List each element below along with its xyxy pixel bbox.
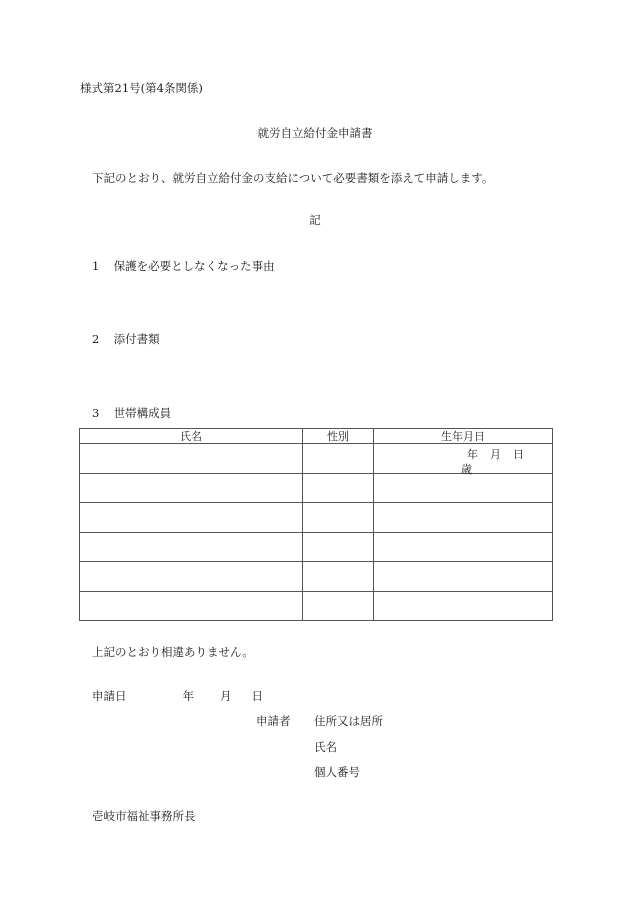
table-header-row — [80, 429, 553, 444]
dob-date-labels — [455, 446, 524, 462]
name-cell[interactable] — [80, 444, 303, 474]
page-title: 就労自立給付金申請書 — [257, 126, 373, 140]
sex-cell[interactable] — [303, 591, 374, 621]
name-label: 氏名 — [314, 740, 337, 754]
dob-cell[interactable] — [374, 473, 553, 503]
sex-cell[interactable] — [303, 503, 374, 533]
application-date-day: 日 — [251, 689, 263, 703]
name-cell[interactable] — [80, 562, 303, 592]
application-date — [92, 688, 263, 704]
sex-cell[interactable] — [303, 473, 374, 503]
dob-month-label: 月 — [490, 448, 501, 461]
header-name: 氏名 — [80, 429, 303, 444]
table-row — [80, 503, 553, 533]
ki-heading: 記 — [309, 213, 321, 227]
dob-cell[interactable] — [374, 444, 553, 474]
section-label: 保護を必要としなくなった事由 — [113, 259, 275, 273]
applicant-label: 申請者 — [256, 714, 291, 728]
name-cell[interactable] — [80, 473, 303, 503]
household-members-table — [79, 428, 553, 621]
section-household — [92, 405, 171, 421]
section-number: 3 — [92, 406, 100, 420]
sex-cell[interactable] — [303, 532, 374, 562]
dob-year-label: 年 — [467, 448, 478, 461]
table-row — [80, 473, 553, 503]
dob-cell[interactable] — [374, 591, 553, 621]
dob-day-label: 日 — [513, 448, 524, 461]
section-number: 1 — [92, 259, 100, 273]
table-row — [80, 444, 553, 474]
header-sex: 性別 — [303, 429, 374, 444]
application-date-year: 年 — [182, 689, 194, 703]
name-cell[interactable] — [80, 591, 303, 621]
intro-text: 下記のとおり、就労自立給付金の支給について必要書類を添えて申請します。 — [92, 171, 494, 185]
name-cell[interactable] — [80, 532, 303, 562]
name-cell[interactable] — [80, 503, 303, 533]
dob-age-label: 歳 — [461, 463, 472, 476]
header-dob: 生年月日 — [374, 429, 553, 444]
dob-cell[interactable] — [374, 562, 553, 592]
section-label: 世帯構成員 — [113, 406, 172, 420]
section-attachments — [92, 331, 160, 347]
table-row — [80, 591, 553, 621]
form-number: 様式第21号(第4条関係) — [80, 81, 203, 95]
application-date-month: 月 — [220, 689, 232, 703]
addressee: 壱岐市福祉事務所長 — [92, 809, 196, 823]
table-row — [80, 532, 553, 562]
confirmation-text: 上記のとおり相違ありません。 — [92, 645, 254, 659]
table-row — [80, 562, 553, 592]
section-label: 添付書類 — [113, 332, 160, 346]
application-date-label: 申請日 — [92, 689, 127, 703]
dob-cell[interactable] — [374, 532, 553, 562]
sex-cell[interactable] — [303, 562, 374, 592]
section-reason — [92, 258, 275, 274]
section-number: 2 — [92, 332, 100, 346]
dob-cell[interactable] — [374, 503, 553, 533]
mynumber-label: 個人番号 — [314, 765, 360, 779]
sex-cell[interactable] — [303, 444, 374, 474]
address-label: 住所又は居所 — [314, 714, 383, 728]
